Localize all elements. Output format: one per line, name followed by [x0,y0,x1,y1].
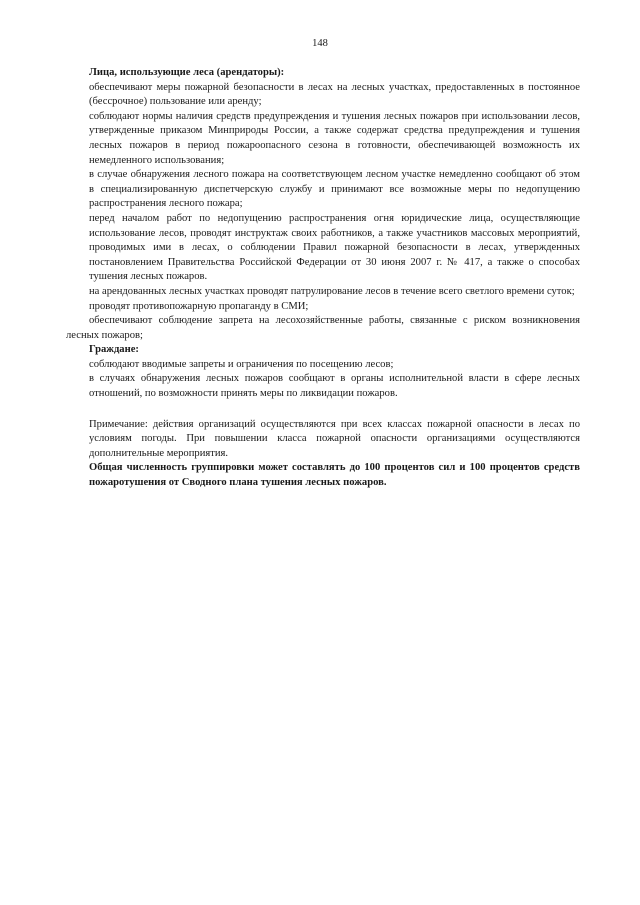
paragraph: соблюдают нормы наличия средств предупреждения и тушения лесных пожаров при использовании лесов, утвержденные приказом Минприроды России, а также содержат средства предупреждения и тушения лесных пожаров в период пожароопасного сезона в готовности, обеспечивающей возможность их немедленного использования; [89,110,580,166]
paragraph: проводят противопожарную пропаганду в СМИ; [89,300,309,312]
paragraph: в случаях обнаружения лесных пожаров сообщают в органы исполнительной власти в сфере лесных отношений, по возможности принять меры по ликвидации пожаров. [89,373,580,400]
paragraph: перед началом работ по недопущению распространения огня юридические лица, осуществляющие использование лесов, проводят инструктаж своих работников, а также участников массовых мероприятий, проводимых ими в лесах, о соблюдении Правил пожарной безопасности в лесах, утвержденных постановлением Правительства Российской Федерации от 30 июня 2007 г. № 417, а также о способах тушения лесных пожаров. [89,212,580,283]
note-paragraph: Примечание: действия организаций осуществляются при всех классах пожарной опасности в лесах по условиям погоды. При повышении класса пожарной опасности организациями осуществляются дополнительные мероприятия. [89,418,580,459]
final-statement: Общая численность группировки может составлять до 100 процентов сил и 100 процентов средств пожаротушения от Сводного плана тушения лесных пожаров. [89,462,580,489]
paragraph: в случае обнаружения лесного пожара на соответствующем лесном участке немедленно сообщают об этом в специализированную диспетчерскую службу и принимают все возможные меры по недопущению распространения лесного пожара; [89,169,580,210]
document-body [66,66,580,491]
section-heading-tenants: Лица, использующие леса (арендаторы): [89,67,285,78]
paragraph: обеспечивают соблюдение запрета на лесохозяйственные работы, связанные с риском возникновения лесных пожаров; [66,315,580,341]
paragraph: обеспечивают меры пожарной безопасности в лесах на лесных участках, предоставленных в постоянное (бессрочное) пользование или аренду; [89,81,580,108]
page-number: 148 [312,38,328,49]
note-block [89,418,580,491]
paragraph: на арендованных лесных участках проводят патрулирование лесов в течение всего светлого времени суток; [89,285,575,297]
section-heading-citizens: Граждане: [89,344,139,356]
paragraph: соблюдают вводимые запреты и ограничения по посещению лесов; [89,358,394,370]
